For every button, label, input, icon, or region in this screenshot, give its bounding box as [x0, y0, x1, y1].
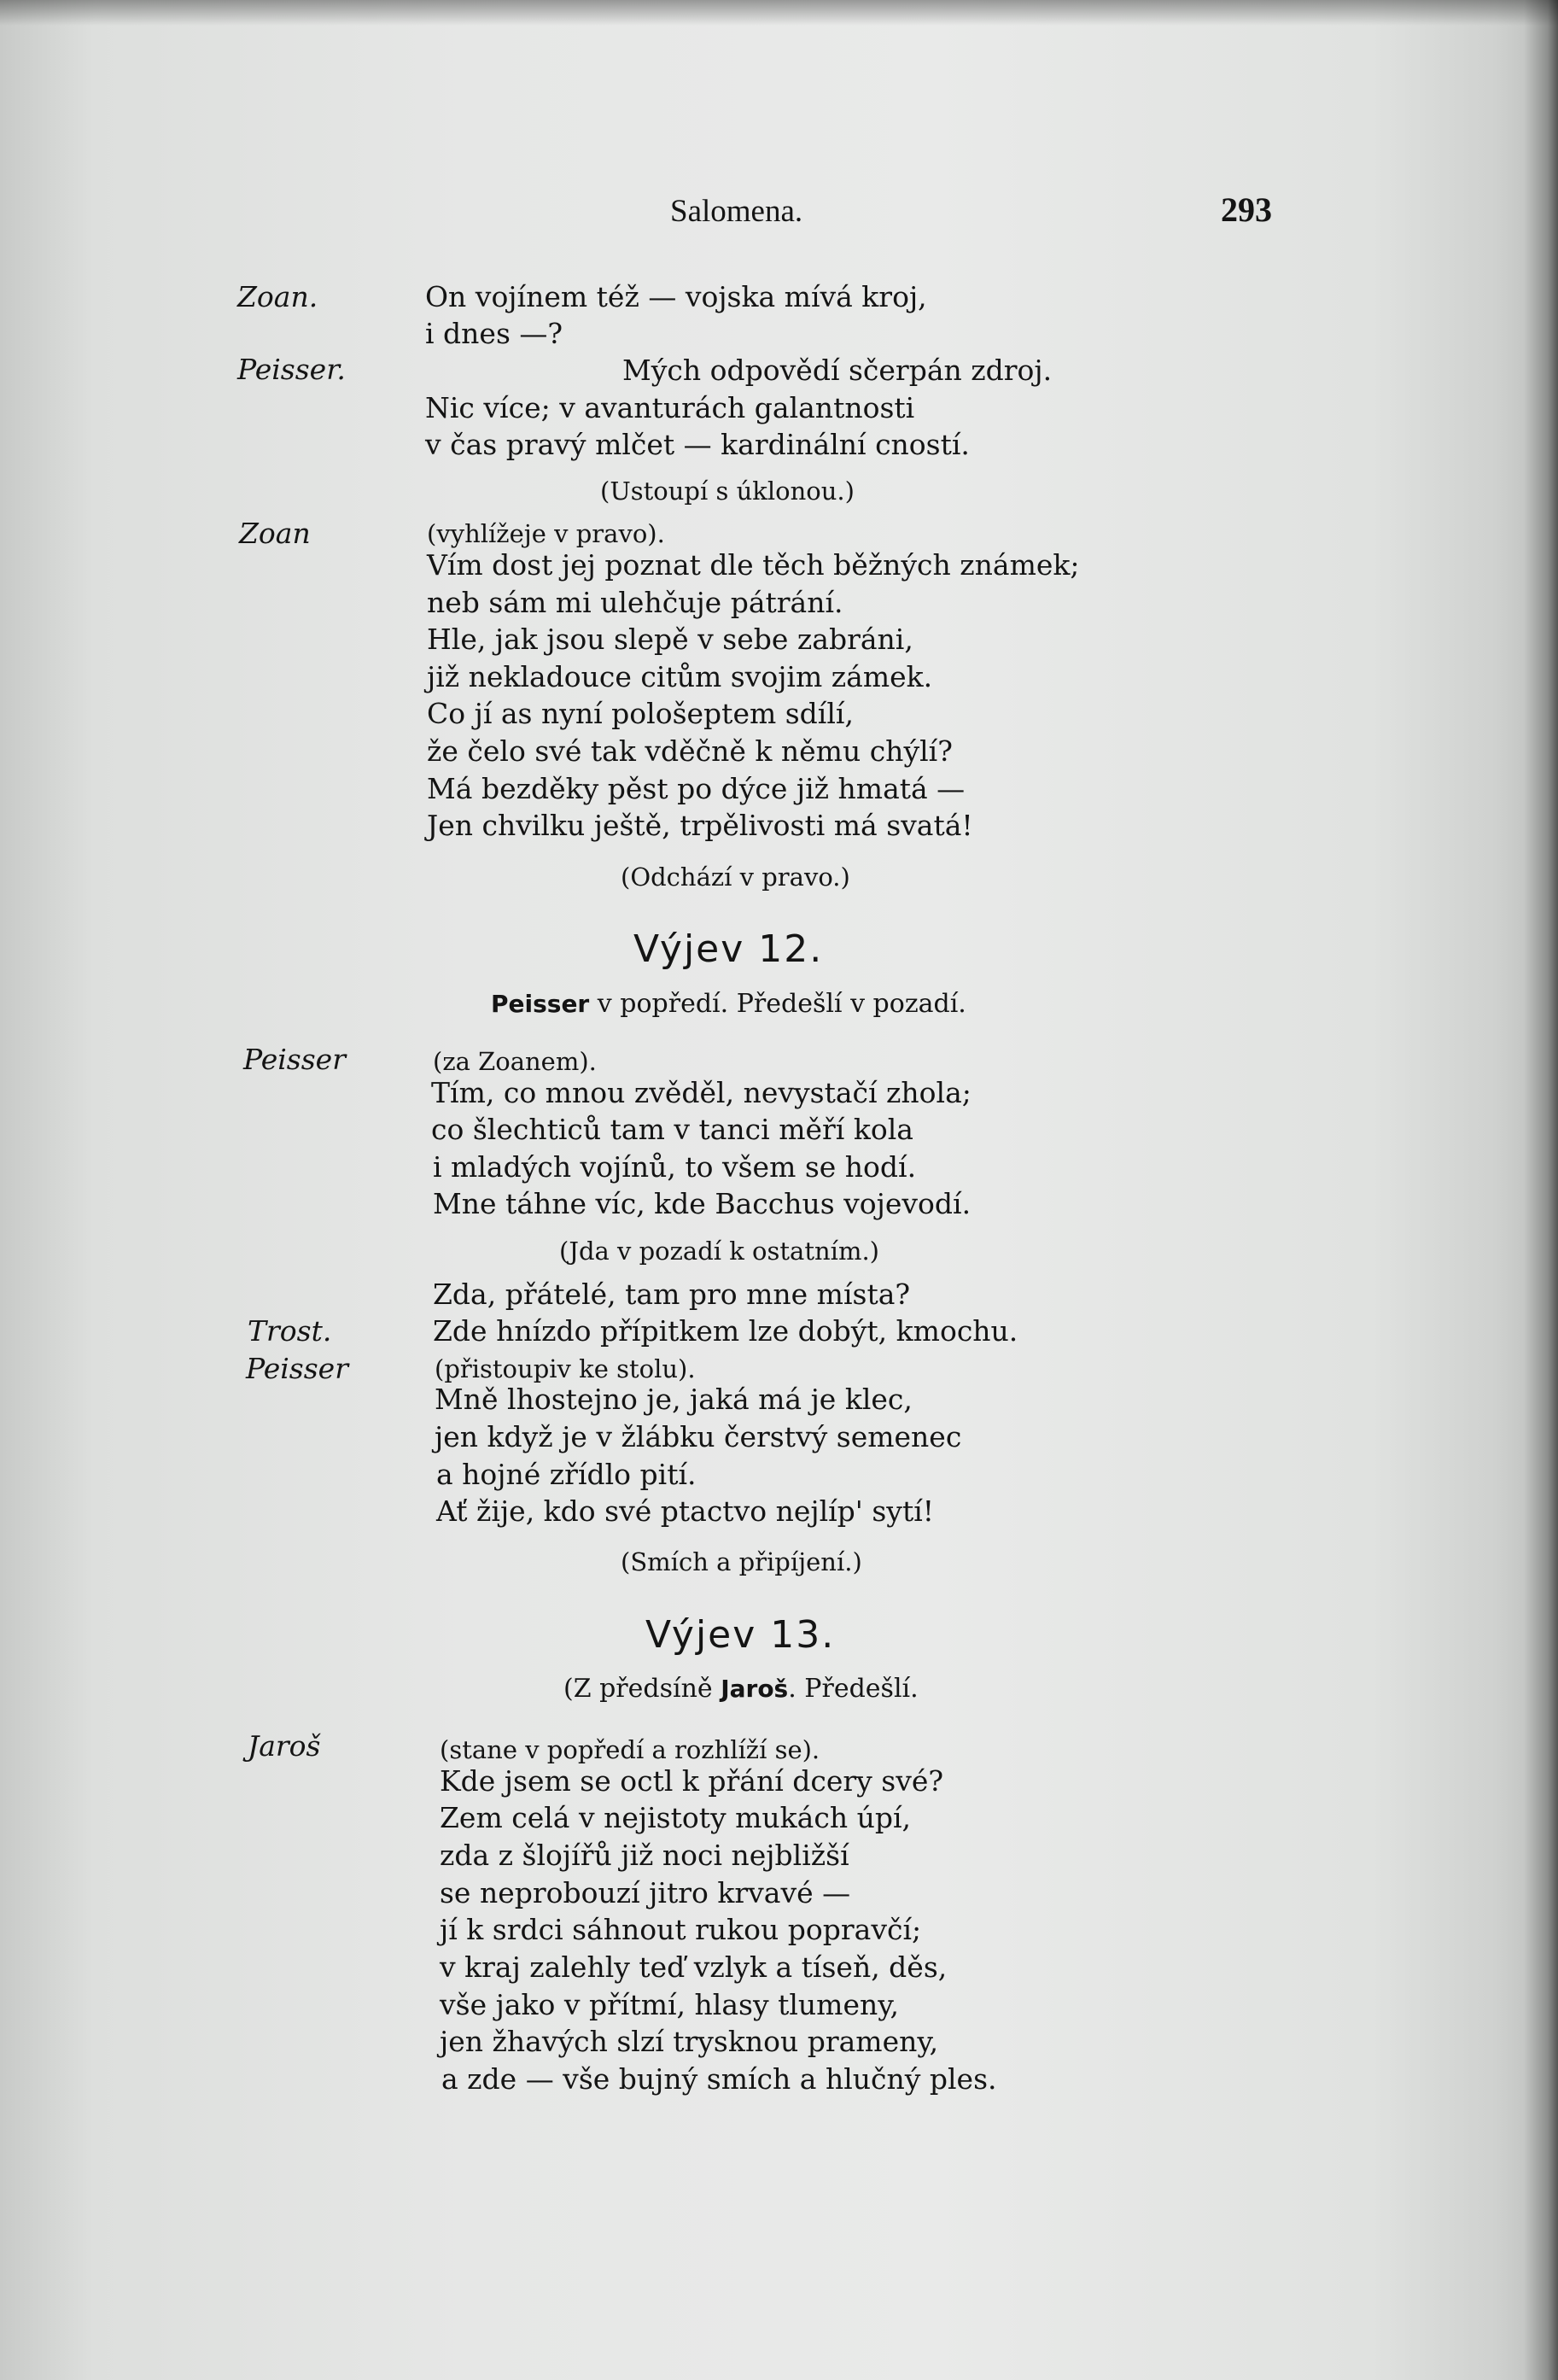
scene-subtitle-text: v popředí. Předešlí v pozadí. — [589, 989, 966, 1019]
speaker-peisser: Peisser. — [237, 353, 346, 386]
verse-line: co šlechticů tam v tanci měří kola — [431, 1113, 913, 1146]
stage-direction: (Jda v pozadí k ostatním.) — [559, 1237, 879, 1266]
scene-subtitle-text: . Předešlí. — [788, 1674, 919, 1704]
page-number: 293 — [1221, 190, 1272, 229]
verse-line: již nekladouce citům svojim zámek. — [427, 660, 933, 693]
verse-line: Ať žije, kdo své ptactvo nejlíp' sytí! — [436, 1494, 935, 1528]
character-name: Jaroš — [721, 1675, 789, 1703]
verse-line: Kde jsem se octl k přání dcery své? — [440, 1764, 944, 1798]
speaker-zoan: Zoan — [239, 517, 311, 550]
verse-line: jí k srdci sáhnout rukou popravčí; — [440, 1913, 922, 1946]
stage-direction: (vyhlížeje v pravo). — [427, 519, 665, 548]
verse-line: Zda, přátelé, tam pro mne místa? — [433, 1278, 911, 1311]
speaker-jaros: Jaroš — [248, 1729, 321, 1763]
verse-line: Zde hnízdo přípitkem lze dobýt, kmochu. — [433, 1314, 1018, 1348]
scene-subtitle-text: (Z předsíně — [563, 1674, 721, 1704]
verse-line: Tím, co mnou zvěděl, nevystačí zhola; — [431, 1076, 972, 1109]
scene-heading: Výjev 12. — [633, 927, 824, 971]
speaker-peisser: Peisser — [243, 1043, 346, 1076]
verse-line: a zde — vše bujný smích a hlučný ples. — [441, 2062, 997, 2096]
stage-direction: (Ustoupí s úklonou.) — [600, 477, 855, 506]
running-head: Salomena. — [670, 194, 803, 229]
speaker-zoan: Zoan. — [237, 280, 318, 313]
verse-line: se neprobouzí jitro krvavé — — [440, 1876, 851, 1909]
verse-line: jen když je v žlábku čerstvý semenec — [435, 1420, 962, 1453]
stage-direction: (Smích a připíjení.) — [621, 1547, 862, 1576]
verse-line: Mých odpovědí sčerpán zdroj. — [622, 354, 1053, 387]
verse-line: Hle, jak jsou slepě v sebe zabráni, — [427, 623, 913, 656]
verse-line: i dnes —? — [425, 317, 563, 350]
verse-line: Zem celá v nejistoty mukách úpí, — [440, 1801, 911, 1834]
verse-line: že čelo své tak vděčně k němu chýlí? — [427, 734, 953, 768]
verse-line: Nic více; v avanturách galantnosti — [425, 391, 915, 424]
verse-line: zda z šlojířů již noci nejbližší — [440, 1839, 849, 1872]
character-name: Peisser — [491, 990, 590, 1018]
stage-direction: (za Zoanem). — [433, 1047, 597, 1076]
verse-line: i mladých vojínů, to všem se hodí. — [433, 1150, 917, 1184]
speaker-trost: Trost. — [248, 1314, 332, 1348]
verse-line: v čas pravý mlčet — kardinální cností. — [425, 428, 970, 461]
stage-direction: (přistoupiv ke stolu). — [435, 1354, 696, 1383]
scene-subtitle — [563, 1670, 919, 1708]
stage-direction: (Odchází v pravo.) — [621, 863, 850, 892]
verse-line: Mne táhne víc, kde Bacchus vojevodí. — [433, 1187, 972, 1220]
verse-line: Mně lhostejno je, jaká má je klec, — [435, 1383, 913, 1416]
verse-line: v kraj zalehly teď vzlyk a tíseň, děs, — [440, 1950, 948, 1984]
verse-line: On vojínem též — vojska mívá kroj, — [425, 280, 927, 313]
verse-line: Jen chvilku ještě, trpělivosti má svatá! — [427, 809, 973, 842]
speaker-peisser: Peisser — [246, 1352, 348, 1385]
verse-line: a hojné zřídlo pití. — [436, 1458, 697, 1491]
verse-line: Co jí as nyní pološeptem sdílí, — [427, 697, 854, 730]
stage-direction: (stane v popředí a rozhlíží se). — [440, 1735, 820, 1764]
verse-line: vše jako v přítmí, hlasy tlumeny, — [440, 1988, 899, 2021]
verse-line: neb sám mi ulehčuje pátrání. — [427, 586, 843, 619]
verse-line: Vím dost jej poznat dle těch běžných známek; — [427, 548, 1080, 582]
verse-line: Má bezděky pěst po dýce již hmatá — — [427, 772, 966, 805]
verse-line: jen žhavých slzí trysknou prameny, — [440, 2025, 939, 2058]
page-top-shadow — [0, 0, 1558, 26]
scene-subtitle — [491, 985, 966, 1023]
scene-heading: Výjev 13. — [645, 1613, 836, 1657]
